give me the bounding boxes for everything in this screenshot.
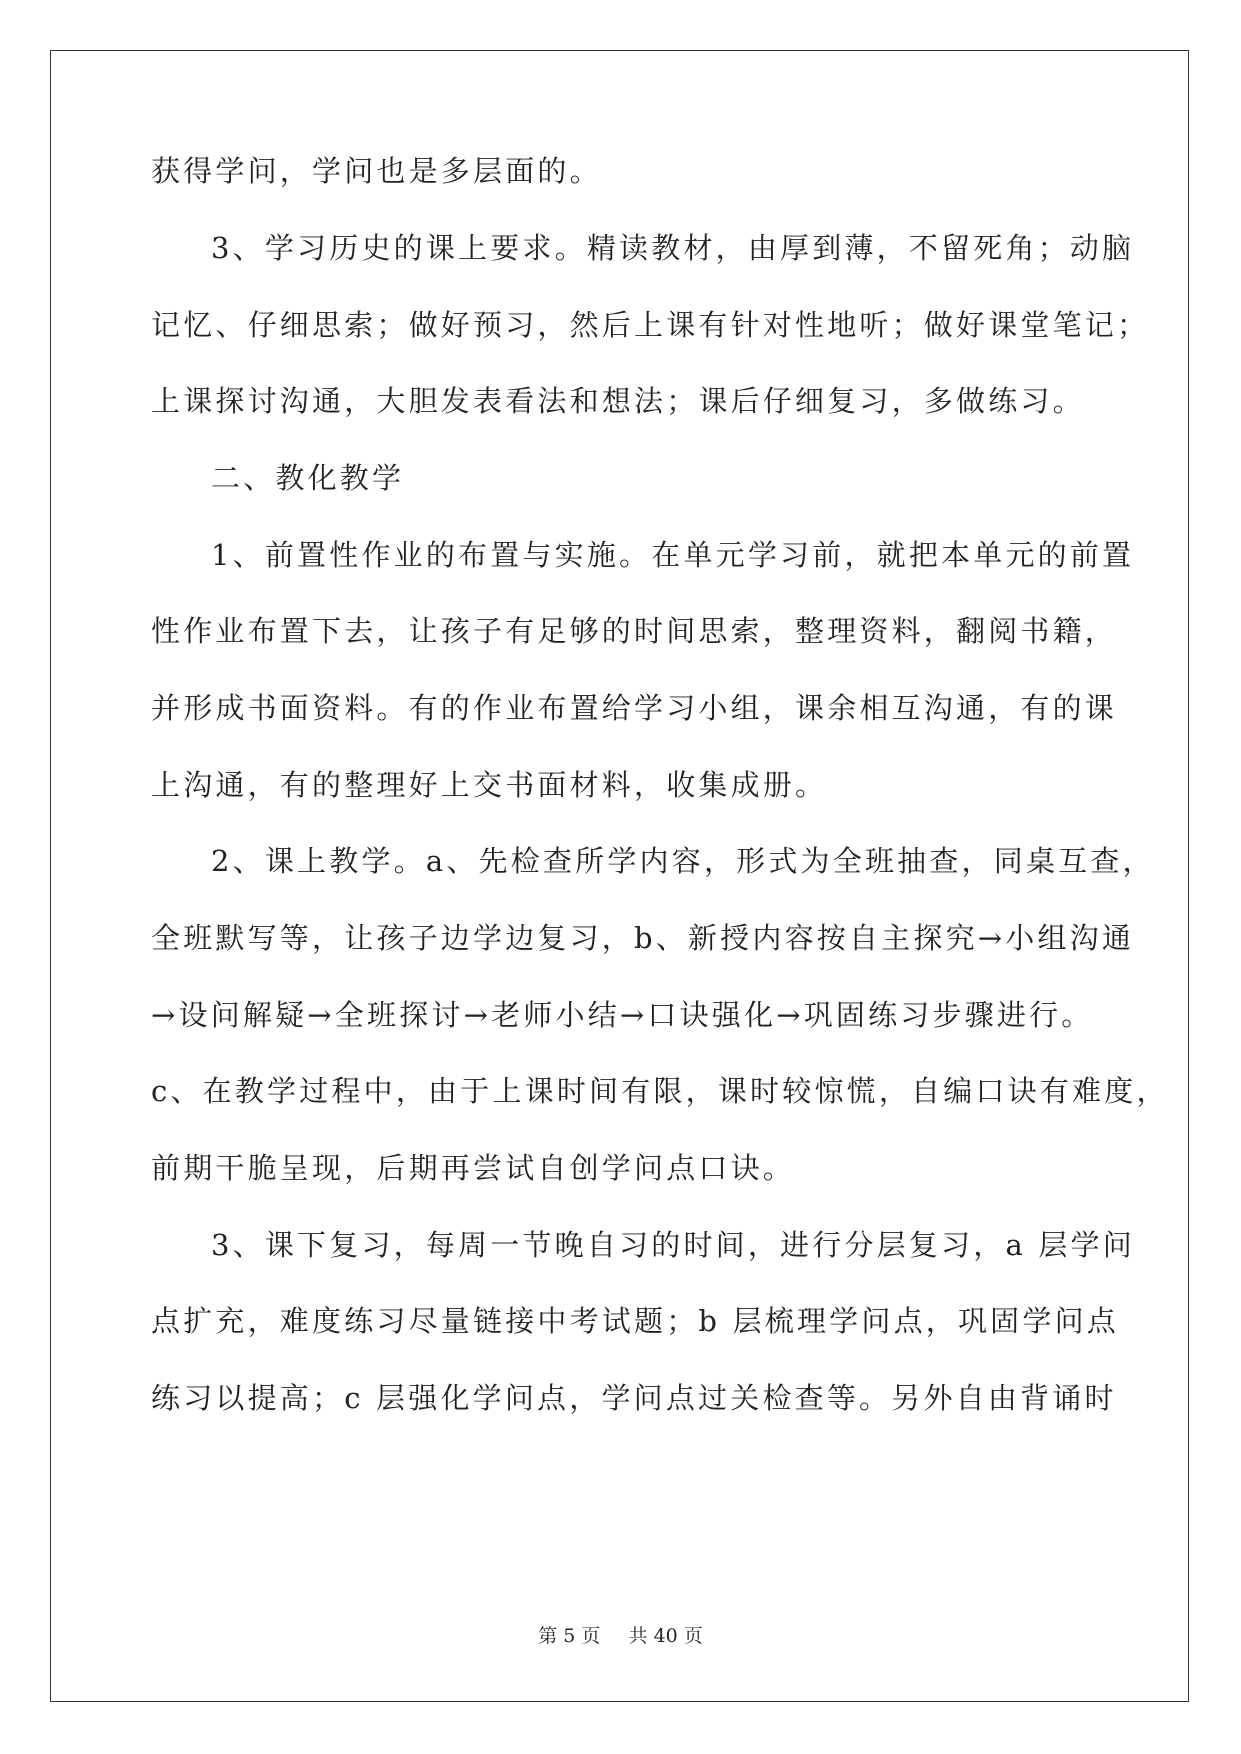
body-line-16: 点扩充，难度练习尽量链接中考试题；b 层梳理学问点，巩固学问点	[151, 1304, 1119, 1338]
page-footer	[0, 1624, 1241, 1648]
body-line-13: c、在教学过程中，由于上课时间有限，课时较惊慌，自编口诀有难度，	[151, 1074, 1169, 1108]
paragraph-2-start: 2、课上教学。a、先检查所学内容，形式为全班抽查，同桌互查，	[211, 844, 1155, 878]
body-line-4: 上课探讨沟通，大胆发表看法和想法；课后仔细复习，多做练习。	[151, 384, 1085, 418]
body-line-9: 上沟通，有的整理好上交书面材料，收集成册。	[151, 768, 828, 802]
paragraph-1-start: 1、前置性作业的布置与实施。在单元学习前，就把本单元的前置	[211, 538, 1135, 572]
body-line-3: 记忆、仔细思索；做好预习，然后上课有针对性地听；做好课堂笔记；	[151, 308, 1150, 342]
paragraph-3b-start: 3、课下复习，每周一节晚自习的时间，进行分层复习，a 层学问	[211, 1228, 1135, 1262]
section-heading: 二、教化教学	[211, 461, 405, 495]
body-line-8: 并形成书面资料。有的作业布置给学习小组，课余相互沟通，有的课	[151, 691, 1118, 725]
body-line-14: 前期干脆呈现，后期再尝试自创学问点口诀。	[151, 1151, 796, 1185]
page-total: 共 40 页	[628, 1625, 703, 1647]
paragraph-3-start: 3、学习历史的课上要求。精读教材，由厚到薄，不留死角；动脑	[211, 231, 1135, 265]
body-line-7: 性作业布置下去，让孩子有足够的时间思索，整理资料，翻阅书籍，	[151, 614, 1118, 648]
body-line-12: →设问解疑→全班探讨→老师小结→口诀强化→巩固练习步骤进行。	[151, 998, 1094, 1032]
body-line-1: 获得学问，学问也是多层面的。	[151, 154, 602, 188]
body-line-11: 全班默写等，让孩子边学边复习，b、新授内容按自主探究→小组沟通	[151, 921, 1135, 955]
body-line-17: 练习以提高；c 层强化学问点，学问点过关检查等。另外自由背诵时	[151, 1381, 1117, 1415]
page-number: 第 5 页	[538, 1625, 601, 1647]
